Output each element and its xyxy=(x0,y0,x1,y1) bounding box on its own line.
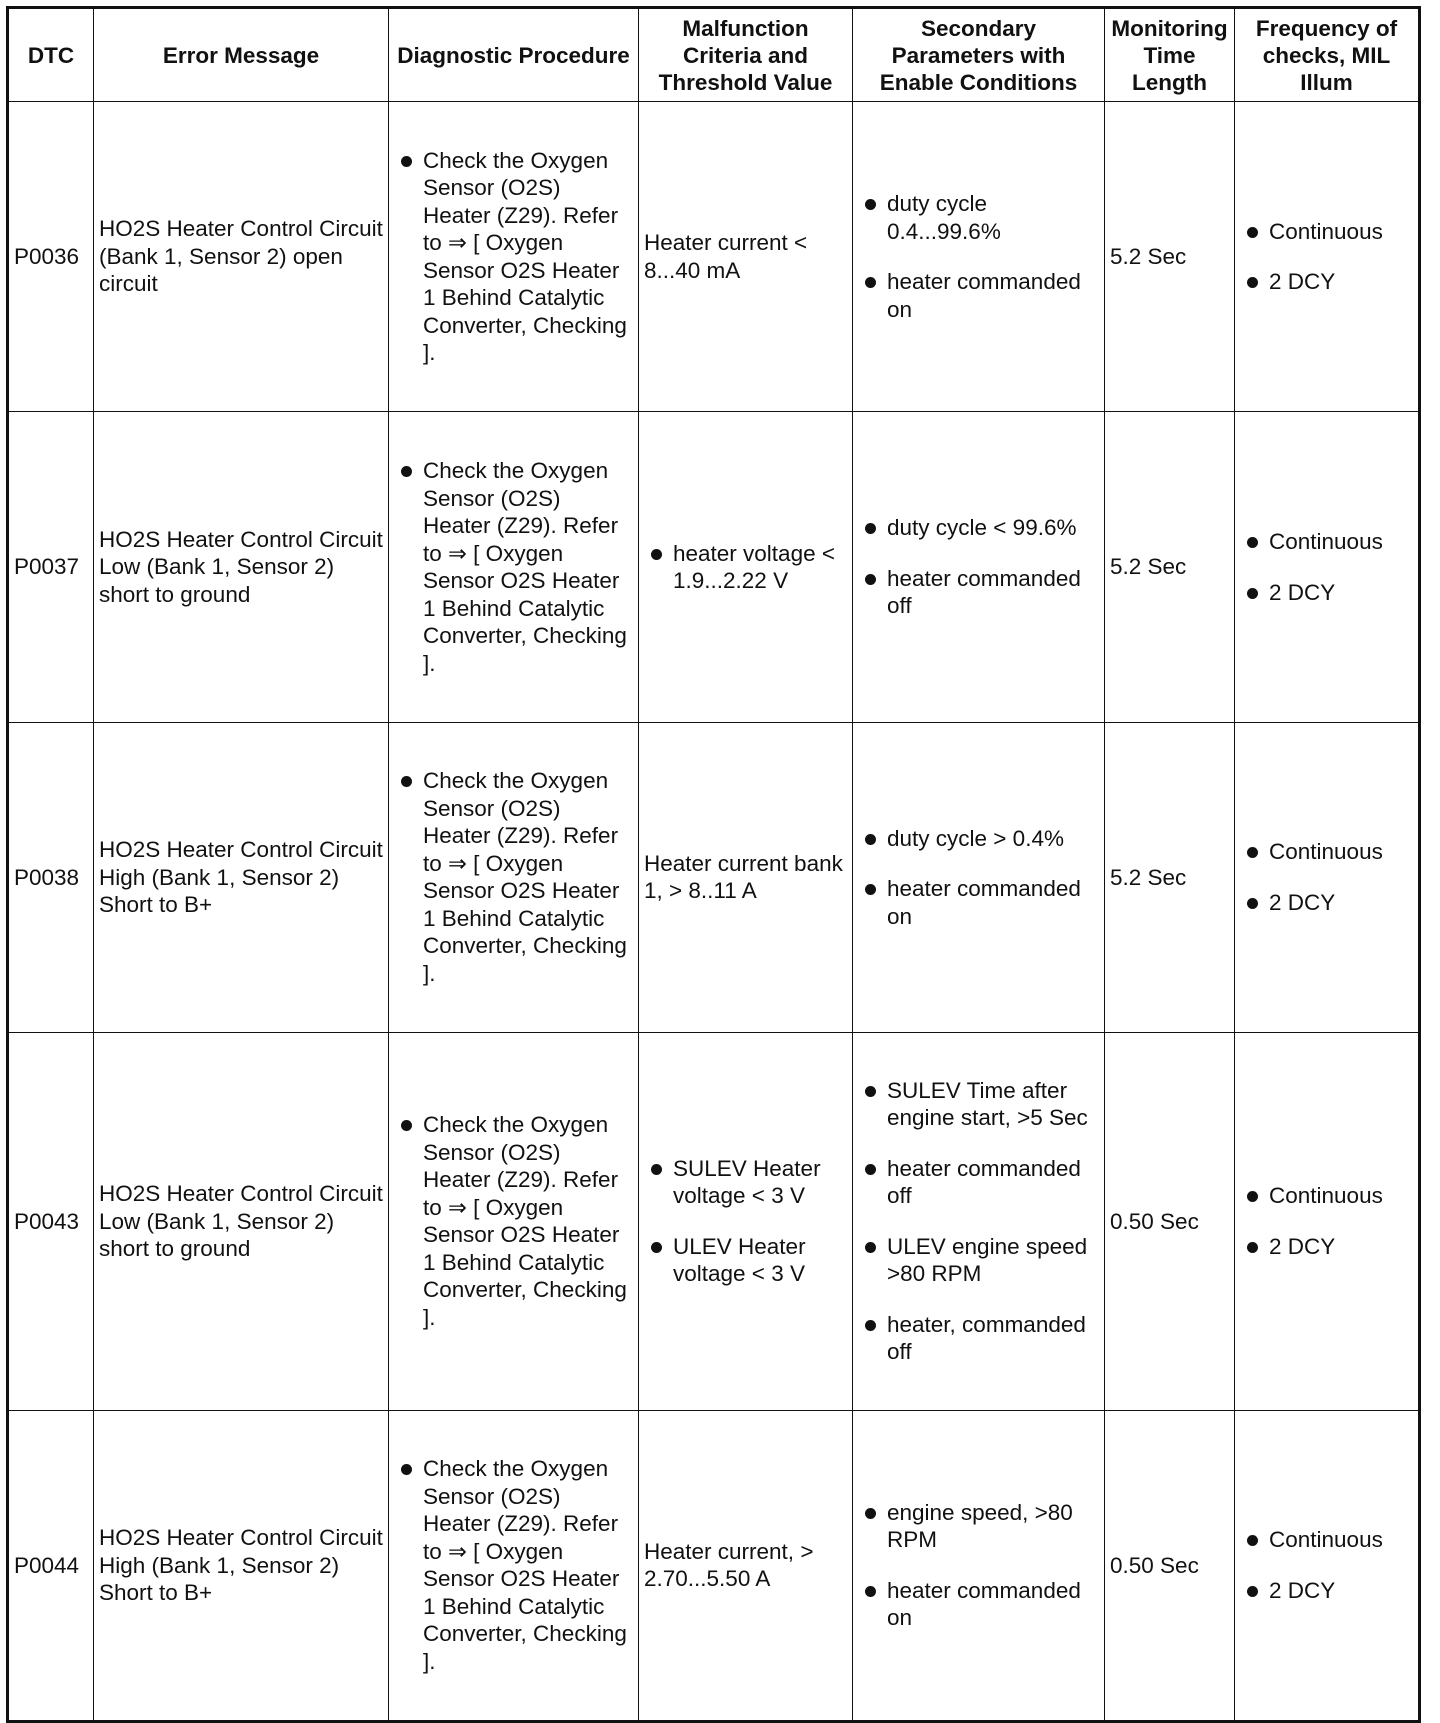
secondary-parameter-item: heater commanded on xyxy=(858,875,1099,930)
secondary-parameters xyxy=(853,722,1105,1032)
table-row xyxy=(8,102,1420,412)
monitoring-time: 5.2 Sec xyxy=(1105,412,1235,722)
frequency xyxy=(1235,412,1420,722)
diagnostic-procedure xyxy=(389,722,639,1032)
frequency-item: 2 DCY xyxy=(1240,579,1413,607)
header-dtc: DTC xyxy=(8,8,94,102)
secondary-parameters xyxy=(853,1410,1105,1721)
error-message: HO2S Heater Control Circuit High (Bank 1, Sensor 2) Short to B+ xyxy=(94,1410,389,1721)
dtc-code: P0037 xyxy=(8,412,94,722)
table-row xyxy=(8,412,1420,722)
header-row xyxy=(8,8,1420,102)
monitoring-time: 0.50 Sec xyxy=(1105,1410,1235,1721)
secondary-parameter-item: heater commanded off xyxy=(858,565,1099,620)
frequency-item: Continuous xyxy=(1240,838,1413,866)
frequency-item: Continuous xyxy=(1240,1526,1413,1554)
secondary-parameter-item: heater commanded off xyxy=(858,1155,1099,1210)
secondary-parameters xyxy=(853,412,1105,722)
table-row xyxy=(8,722,1420,1032)
malfunction-criteria xyxy=(639,412,853,722)
dtc-code: P0043 xyxy=(8,1033,94,1410)
header-frequency: Frequency of checks, MIL Illum xyxy=(1235,8,1420,102)
error-message: HO2S Heater Control Circuit Low (Bank 1, Sensor 2) short to ground xyxy=(94,1033,389,1410)
secondary-parameter-item: duty cycle < 99.6% xyxy=(858,514,1099,542)
secondary-parameters xyxy=(853,1033,1105,1410)
error-message: HO2S Heater Control Circuit Low (Bank 1, Sensor 2) short to ground xyxy=(94,412,389,722)
diagnostic-procedure xyxy=(389,1033,639,1410)
frequency-item: 2 DCY xyxy=(1240,1577,1413,1605)
secondary-parameter-item: SULEV Time after engine start, >5 Sec xyxy=(858,1077,1099,1132)
malfunction-criteria: Heater current, > 2.70...5.50 A xyxy=(639,1410,853,1721)
header-diagnostic-procedure: Diagnostic Procedure xyxy=(389,8,639,102)
frequency xyxy=(1235,102,1420,412)
frequency-item: Continuous xyxy=(1240,528,1413,556)
malfunction-criteria: Heater current bank 1, > 8..11 A xyxy=(639,722,853,1032)
dtc-code: P0038 xyxy=(8,722,94,1032)
malfunction-criteria-item: ULEV Heater voltage < 3 V xyxy=(644,1233,847,1288)
monitoring-time: 5.2 Sec xyxy=(1105,102,1235,412)
secondary-parameter-item: duty cycle > 0.4% xyxy=(858,825,1099,853)
secondary-parameter-item: duty cycle 0.4...99.6% xyxy=(858,190,1099,245)
diagnostic-procedure-item: Check the Oxygen Sensor (O2S) Heater (Z29). Refer to ⇒ [ Oxygen Sensor O2S Heater 1 Behind Catalytic Converter, Checking ]. xyxy=(394,767,633,987)
diagnostic-procedure-item: Check the Oxygen Sensor (O2S) Heater (Z29). Refer to ⇒ [ Oxygen Sensor O2S Heater 1 Behind Catalytic Converter, Checking ]. xyxy=(394,147,633,367)
diagnostic-procedure-item: Check the Oxygen Sensor (O2S) Heater (Z29). Refer to ⇒ [ Oxygen Sensor O2S Heater 1 Behind Catalytic Converter, Checking ]. xyxy=(394,457,633,677)
dtc-code: P0036 xyxy=(8,102,94,412)
error-message: HO2S Heater Control Circuit (Bank 1, Sensor 2) open circuit xyxy=(94,102,389,412)
malfunction-criteria xyxy=(639,1033,853,1410)
monitoring-time: 0.50 Sec xyxy=(1105,1033,1235,1410)
malfunction-criteria-item: heater voltage < 1.9...2.22 V xyxy=(644,540,847,595)
frequency xyxy=(1235,1033,1420,1410)
frequency-item: Continuous xyxy=(1240,1182,1413,1210)
header-malfunction-criteria: Malfunction Criteria and Threshold Value xyxy=(639,8,853,102)
table-row xyxy=(8,1033,1420,1410)
frequency-item: 2 DCY xyxy=(1240,1233,1413,1261)
malfunction-criteria-item: SULEV Heater voltage < 3 V xyxy=(644,1155,847,1210)
malfunction-criteria: Heater current < 8...40 mA xyxy=(639,102,853,412)
frequency-item: 2 DCY xyxy=(1240,268,1413,296)
diagnostic-procedure xyxy=(389,102,639,412)
frequency-item: 2 DCY xyxy=(1240,889,1413,917)
header-secondary-parameters: Secondary Parameters with Enable Conditions xyxy=(853,8,1105,102)
error-message: HO2S Heater Control Circuit High (Bank 1, Sensor 2) Short to B+ xyxy=(94,722,389,1032)
frequency xyxy=(1235,1410,1420,1721)
diagnostic-procedure-item: Check the Oxygen Sensor (O2S) Heater (Z29). Refer to ⇒ [ Oxygen Sensor O2S Heater 1 Behind Catalytic Converter, Checking ]. xyxy=(394,1111,633,1331)
monitoring-time: 5.2 Sec xyxy=(1105,722,1235,1032)
header-error-message: Error Message xyxy=(94,8,389,102)
secondary-parameter-item: ULEV engine speed >80 RPM xyxy=(858,1233,1099,1288)
diagnostic-procedure xyxy=(389,1410,639,1721)
table-row xyxy=(8,1410,1420,1721)
secondary-parameter-item: heater, commanded off xyxy=(858,1311,1099,1366)
dtc-code: P0044 xyxy=(8,1410,94,1721)
secondary-parameters xyxy=(853,102,1105,412)
frequency-item: Continuous xyxy=(1240,218,1413,246)
diagnostic-procedure xyxy=(389,412,639,722)
secondary-parameter-item: heater commanded on xyxy=(858,1577,1099,1632)
dtc-table xyxy=(6,6,1421,1723)
diagnostic-procedure-item: Check the Oxygen Sensor (O2S) Heater (Z29). Refer to ⇒ [ Oxygen Sensor O2S Heater 1 Behind Catalytic Converter, Checking ]. xyxy=(394,1455,633,1675)
secondary-parameter-item: engine speed, >80 RPM xyxy=(858,1499,1099,1554)
header-monitoring-time: Monitoring Time Length xyxy=(1105,8,1235,102)
secondary-parameter-item: heater commanded on xyxy=(858,268,1099,323)
frequency xyxy=(1235,722,1420,1032)
